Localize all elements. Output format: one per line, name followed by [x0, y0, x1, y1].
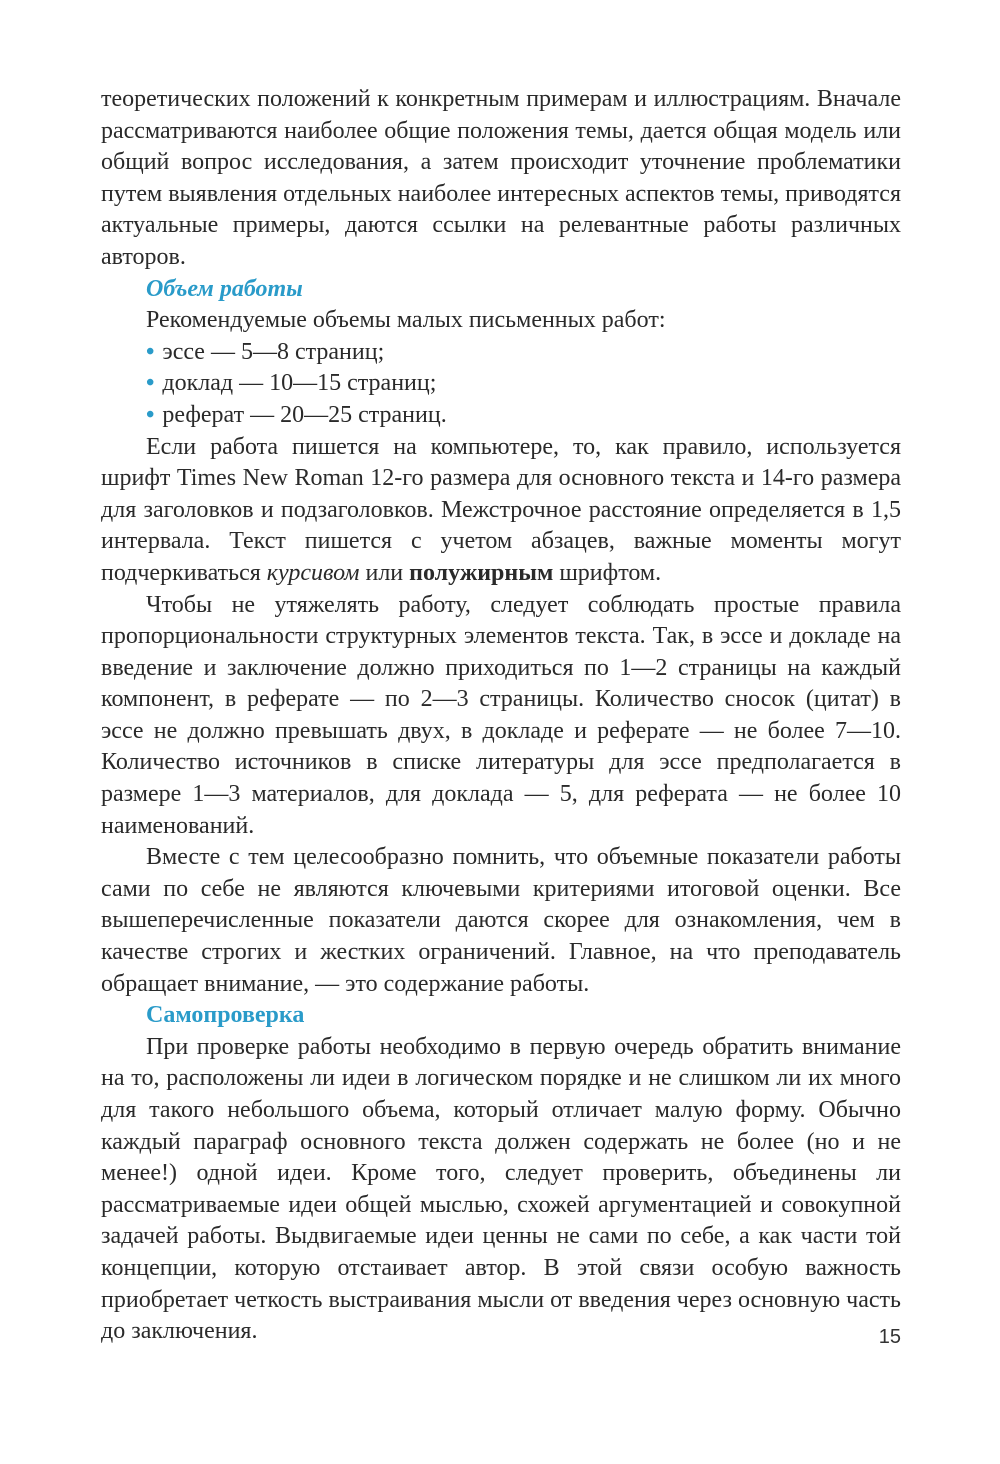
formatting-connector: или	[359, 559, 410, 586]
list-item-text: доклад — 10—15 страниц;	[162, 370, 437, 397]
paragraph-self-check: При проверке работы необходимо в первую очередь обратить внимание на то, расположены ли идеи в логическом порядке и не слишком ли их много для такого небольшого объема, который отличает малую форму. Обычно каждый параграф основного текста должен содержать не более (но и не менее!) одной идеи. Кроме того, следует проверить, объединены ли рассматриваемые идеи общей мыслью, схожей аргументацией и совокупной задачей работы. Выдвигаемые идеи ценны не сами по себе, а как части той концепции, которую отстаивает автор. В этой связи особую важность приобретает четкость выстраивания мысли от введения через основную часть до заключения.	[101, 1033, 901, 1345]
list-item-text: реферат — 20—25 страниц.	[162, 401, 447, 428]
formatting-text: Если работа пишется на компьютере, то, как правило, используется шрифт Times New Roman 12-го размера для основного текста и 14-го размера для заголовков и подзаголовков. Межстрочное расстояние определяется в 1,5 интервала. Текст пишется с учетом абзацев, важные моменты могут подчеркиваться	[101, 433, 901, 586]
paragraph-volume-note: Вместе с тем целесообразно помнить, что объемные показатели работы сами по себе не являются ключевыми критериями итоговой оценки. Все вышеперечисленные показатели даются скорее для ознакомления, чем в качестве строгих и жестких ограничений. Главное, на что преподаватель обращает внимание, — это содержание работы.	[101, 844, 901, 997]
paragraph-recommended-volumes: Рекомендуемые объемы малых письменных работ:	[146, 307, 666, 334]
paragraph-intro-continuation: теоретических положений к конкретным примерам и иллюстрациям. Вначале рассматриваются наиболее общие положения темы, дается общая модель или общий вопрос исследования, а затем происходит уточнение проблематики путем выявления отдельных наиболее интересных аспектов темы, приводятся актуальные примеры, даются ссылки на релевантные работы различных авторов.	[101, 86, 901, 270]
italic-example: курсивом	[266, 559, 360, 586]
paragraph-formatting	[101, 432, 901, 590]
list-item	[146, 368, 901, 400]
list-item-text: эссе — 5—8 страниц;	[162, 338, 385, 365]
heading-self-check: Самопроверка	[146, 1002, 305, 1029]
formatting-end: шрифтом.	[553, 559, 662, 586]
paragraph-proportions: Чтобы не утяжелять работу, следует соблюдать простые правила пропорциональности структурных элементов текста. Так, в эссе и докладе на введение и заключение должно приходиться по 1—2 страницы на каждый компонент, в реферате — по 2—3 страницы. Количество сносок (цитат) в эссе не должно превышать двух, в докладе и реферате — не более 7—10. Количество источников в списке литературы для эссе предполагается в размере 1—3 материалов, для доклада — 5, для реферата — не более 10 наименований.	[101, 591, 901, 839]
list-item	[146, 400, 901, 432]
bullet-icon: •	[146, 370, 155, 397]
bullet-icon: •	[146, 338, 155, 365]
page-content	[101, 84, 901, 1348]
heading-work-volume: Объем работы	[146, 275, 303, 302]
list-item	[146, 337, 901, 369]
bullet-icon: •	[146, 401, 155, 428]
bold-example: полужирным	[409, 559, 554, 586]
volume-list	[101, 337, 901, 432]
page-number: 15	[878, 1326, 901, 1348]
